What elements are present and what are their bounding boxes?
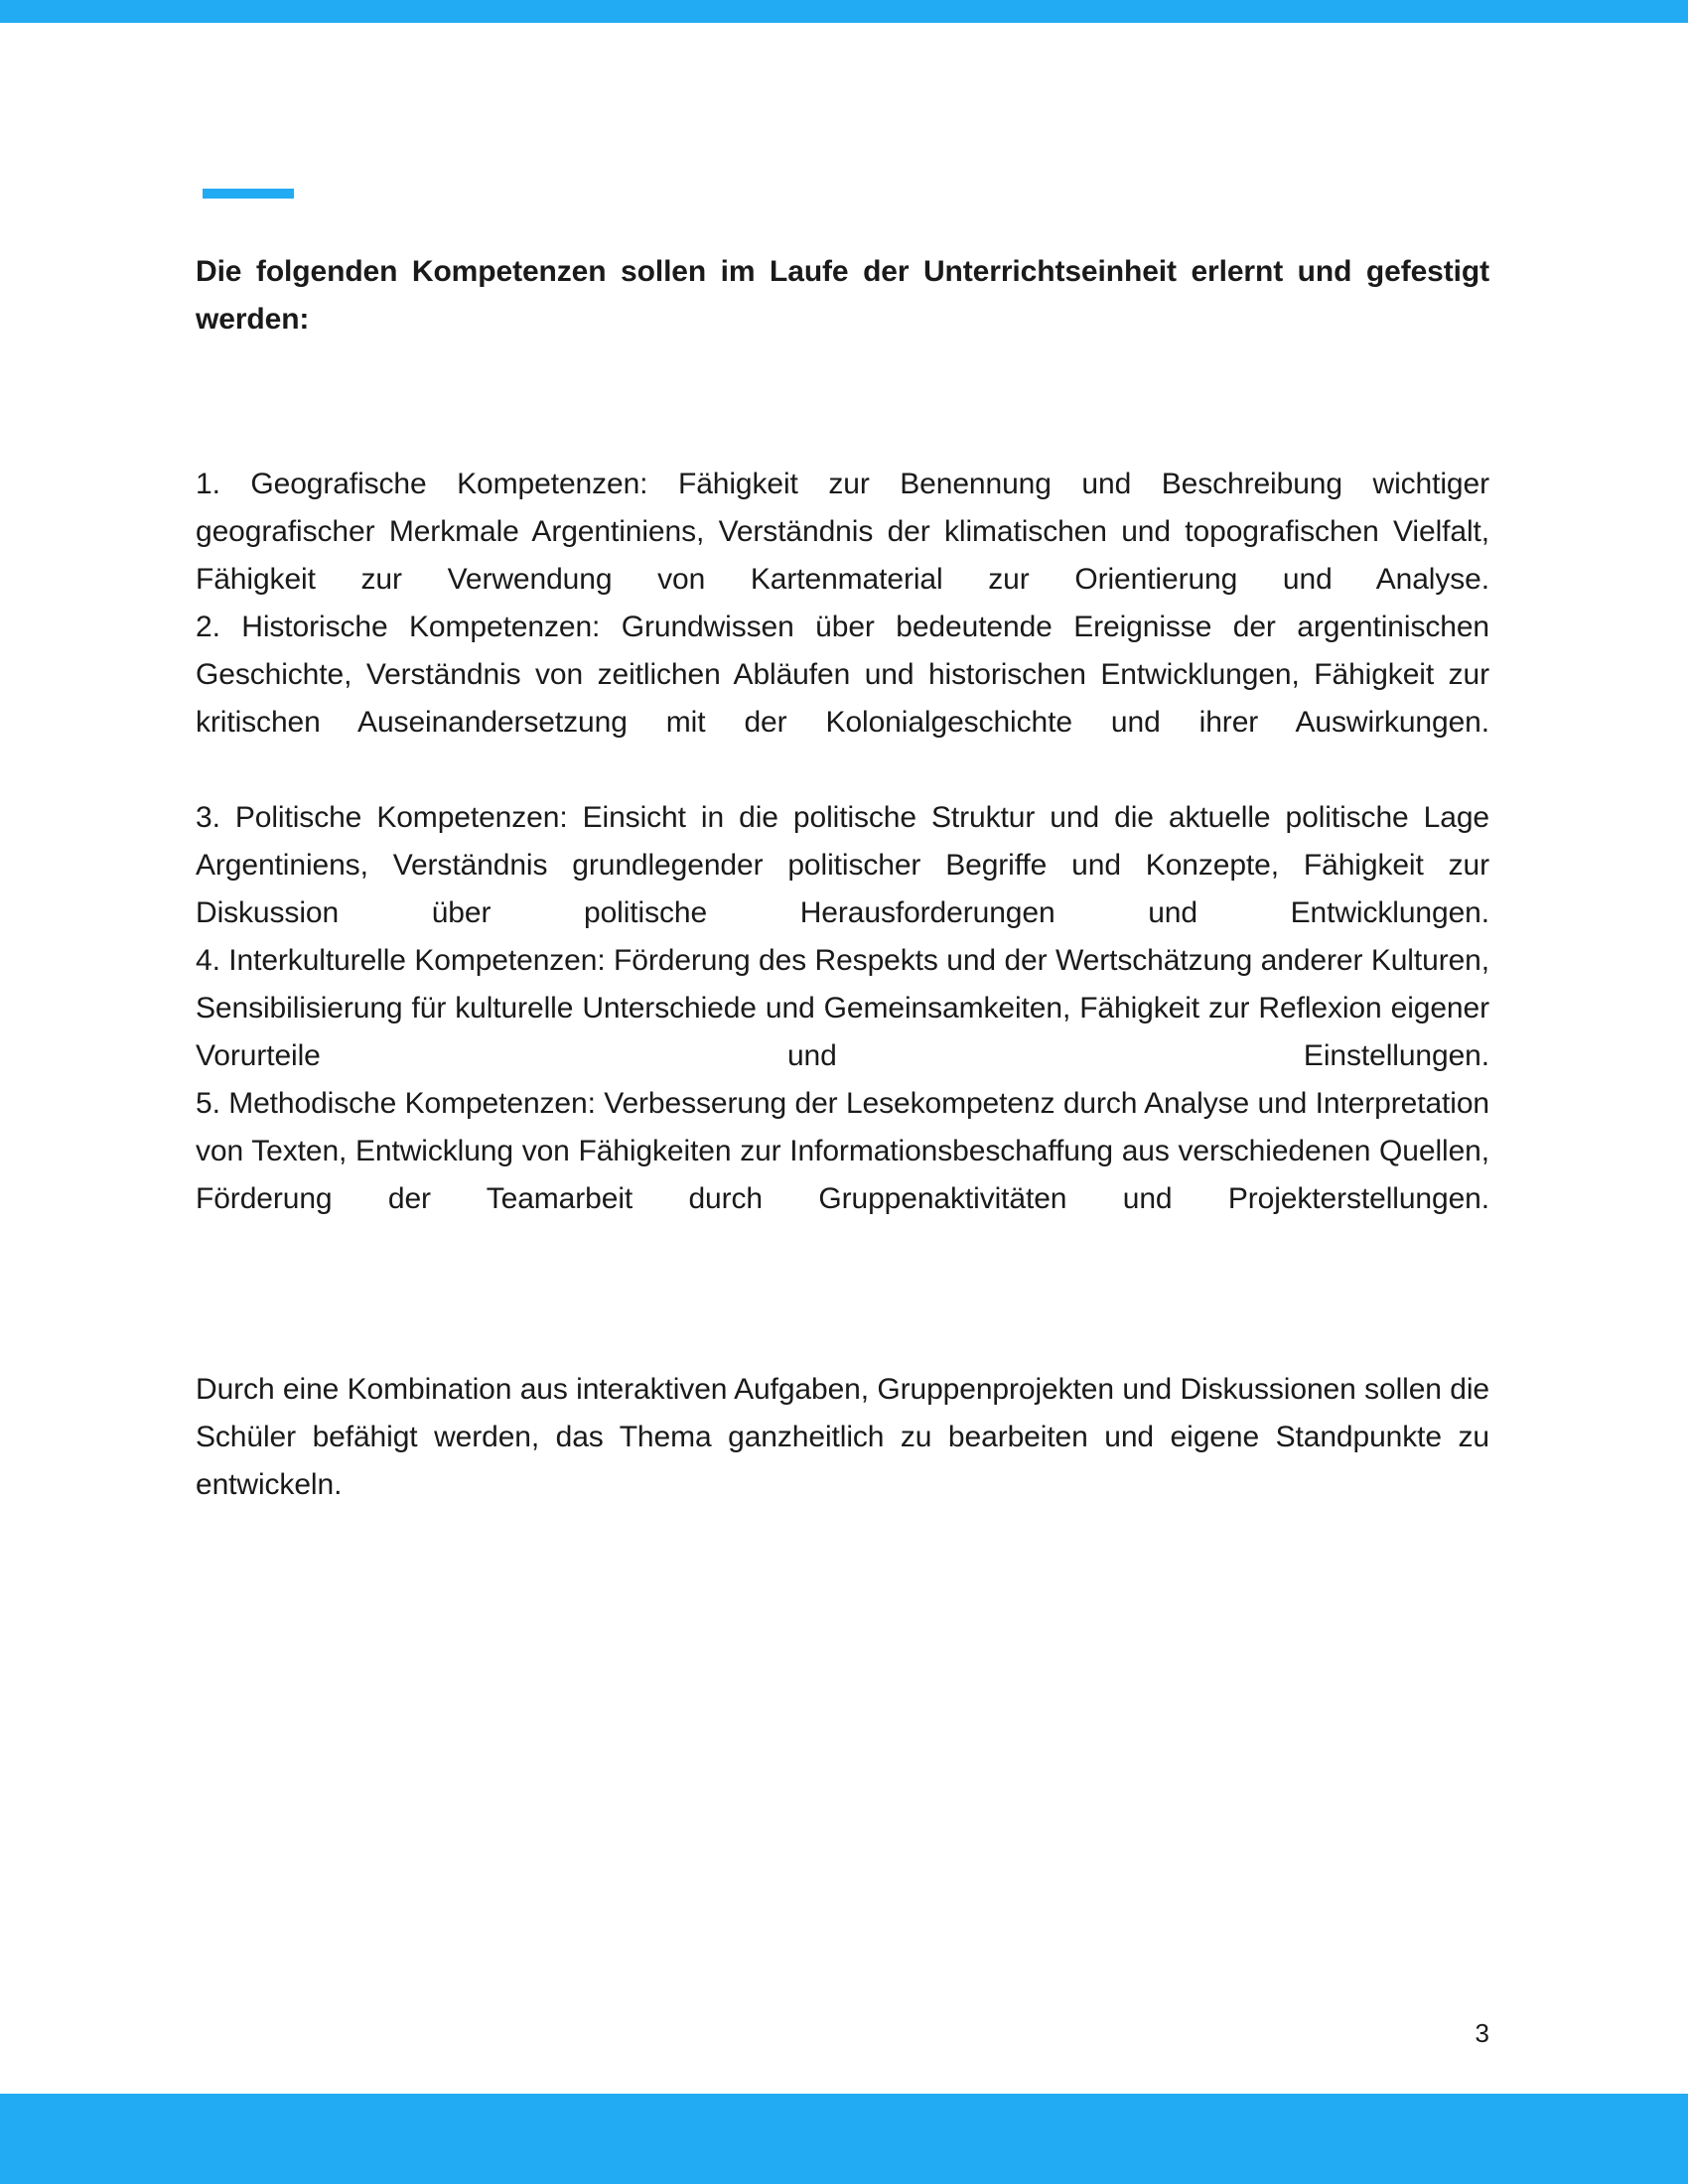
top-accent-bar: [0, 0, 1688, 23]
bottom-accent-bar: [0, 2094, 1688, 2184]
page-title: Die folgenden Kompetenzen sollen im Laufe der Unterrichtseinheit erlernt und gefestigt werden:: [196, 255, 1489, 336]
competency-paragraph-3: 3. Politische Kompetenzen: Einsicht in die politische Struktur und die aktuelle politische Lage Argentiniens, Verständnis grundlegender politischer Begriffe und Konzepte, Fähigkeit zur Diskussion über politische Herausforderungen und Entwicklungen.: [196, 801, 1489, 929]
competency-paragraph-2: 2. Historische Kompetenzen: Grundwissen über bedeutende Ereignisse der argentinischen Geschichte, Verständnis von zeitlichen Abläufen und historischen Entwicklungen, Fähigkeit zur kritischen Auseinandersetzung mit der Kolonialgeschichte und ihrer Auswirkungen.: [196, 611, 1489, 739]
competency-paragraph-1: 1. Geografische Kompetenzen: Fähigkeit zur Benennung und Beschreibung wichtiger geografischer Merkmale Argentiniens, Verständnis der klimatischen und topografischen Vielfalt, Fähigkeit zur Verwendung von Kartenmaterial zur Orientierung und Analyse.: [196, 468, 1489, 596]
closing-paragraph: Durch eine Kombination aus interaktiven Aufgaben, Gruppenprojekten und Diskussionen sollen die Schüler befähigt werden, das Thema ganzheitlich zu bearbeiten und eigene Standpunkte zu entwickeln.: [196, 1373, 1489, 1501]
competency-paragraph-4: 4. Interkulturelle Kompetenzen: Förderung des Respekts und der Wertschätzung anderer Kulturen, Sensibilisierung für kulturelle Unterschiede und Gemeinsamkeiten, Fähigkeit zur Reflexion eigener Vorurteile und Einstellungen.: [196, 944, 1489, 1072]
page-number: 3: [1475, 2018, 1489, 2048]
heading-accent-rule: [203, 189, 294, 199]
competency-paragraph-5: 5. Methodische Kompetenzen: Verbesserung der Lesekompetenz durch Analyse und Interpretation von Texten, Entwicklung von Fähigkeiten zur Informationsbeschaffung aus verschiedenen Quellen, Förderung der Teamarbeit durch Gruppenaktivitäten und Projekterstellungen.: [196, 1087, 1489, 1215]
